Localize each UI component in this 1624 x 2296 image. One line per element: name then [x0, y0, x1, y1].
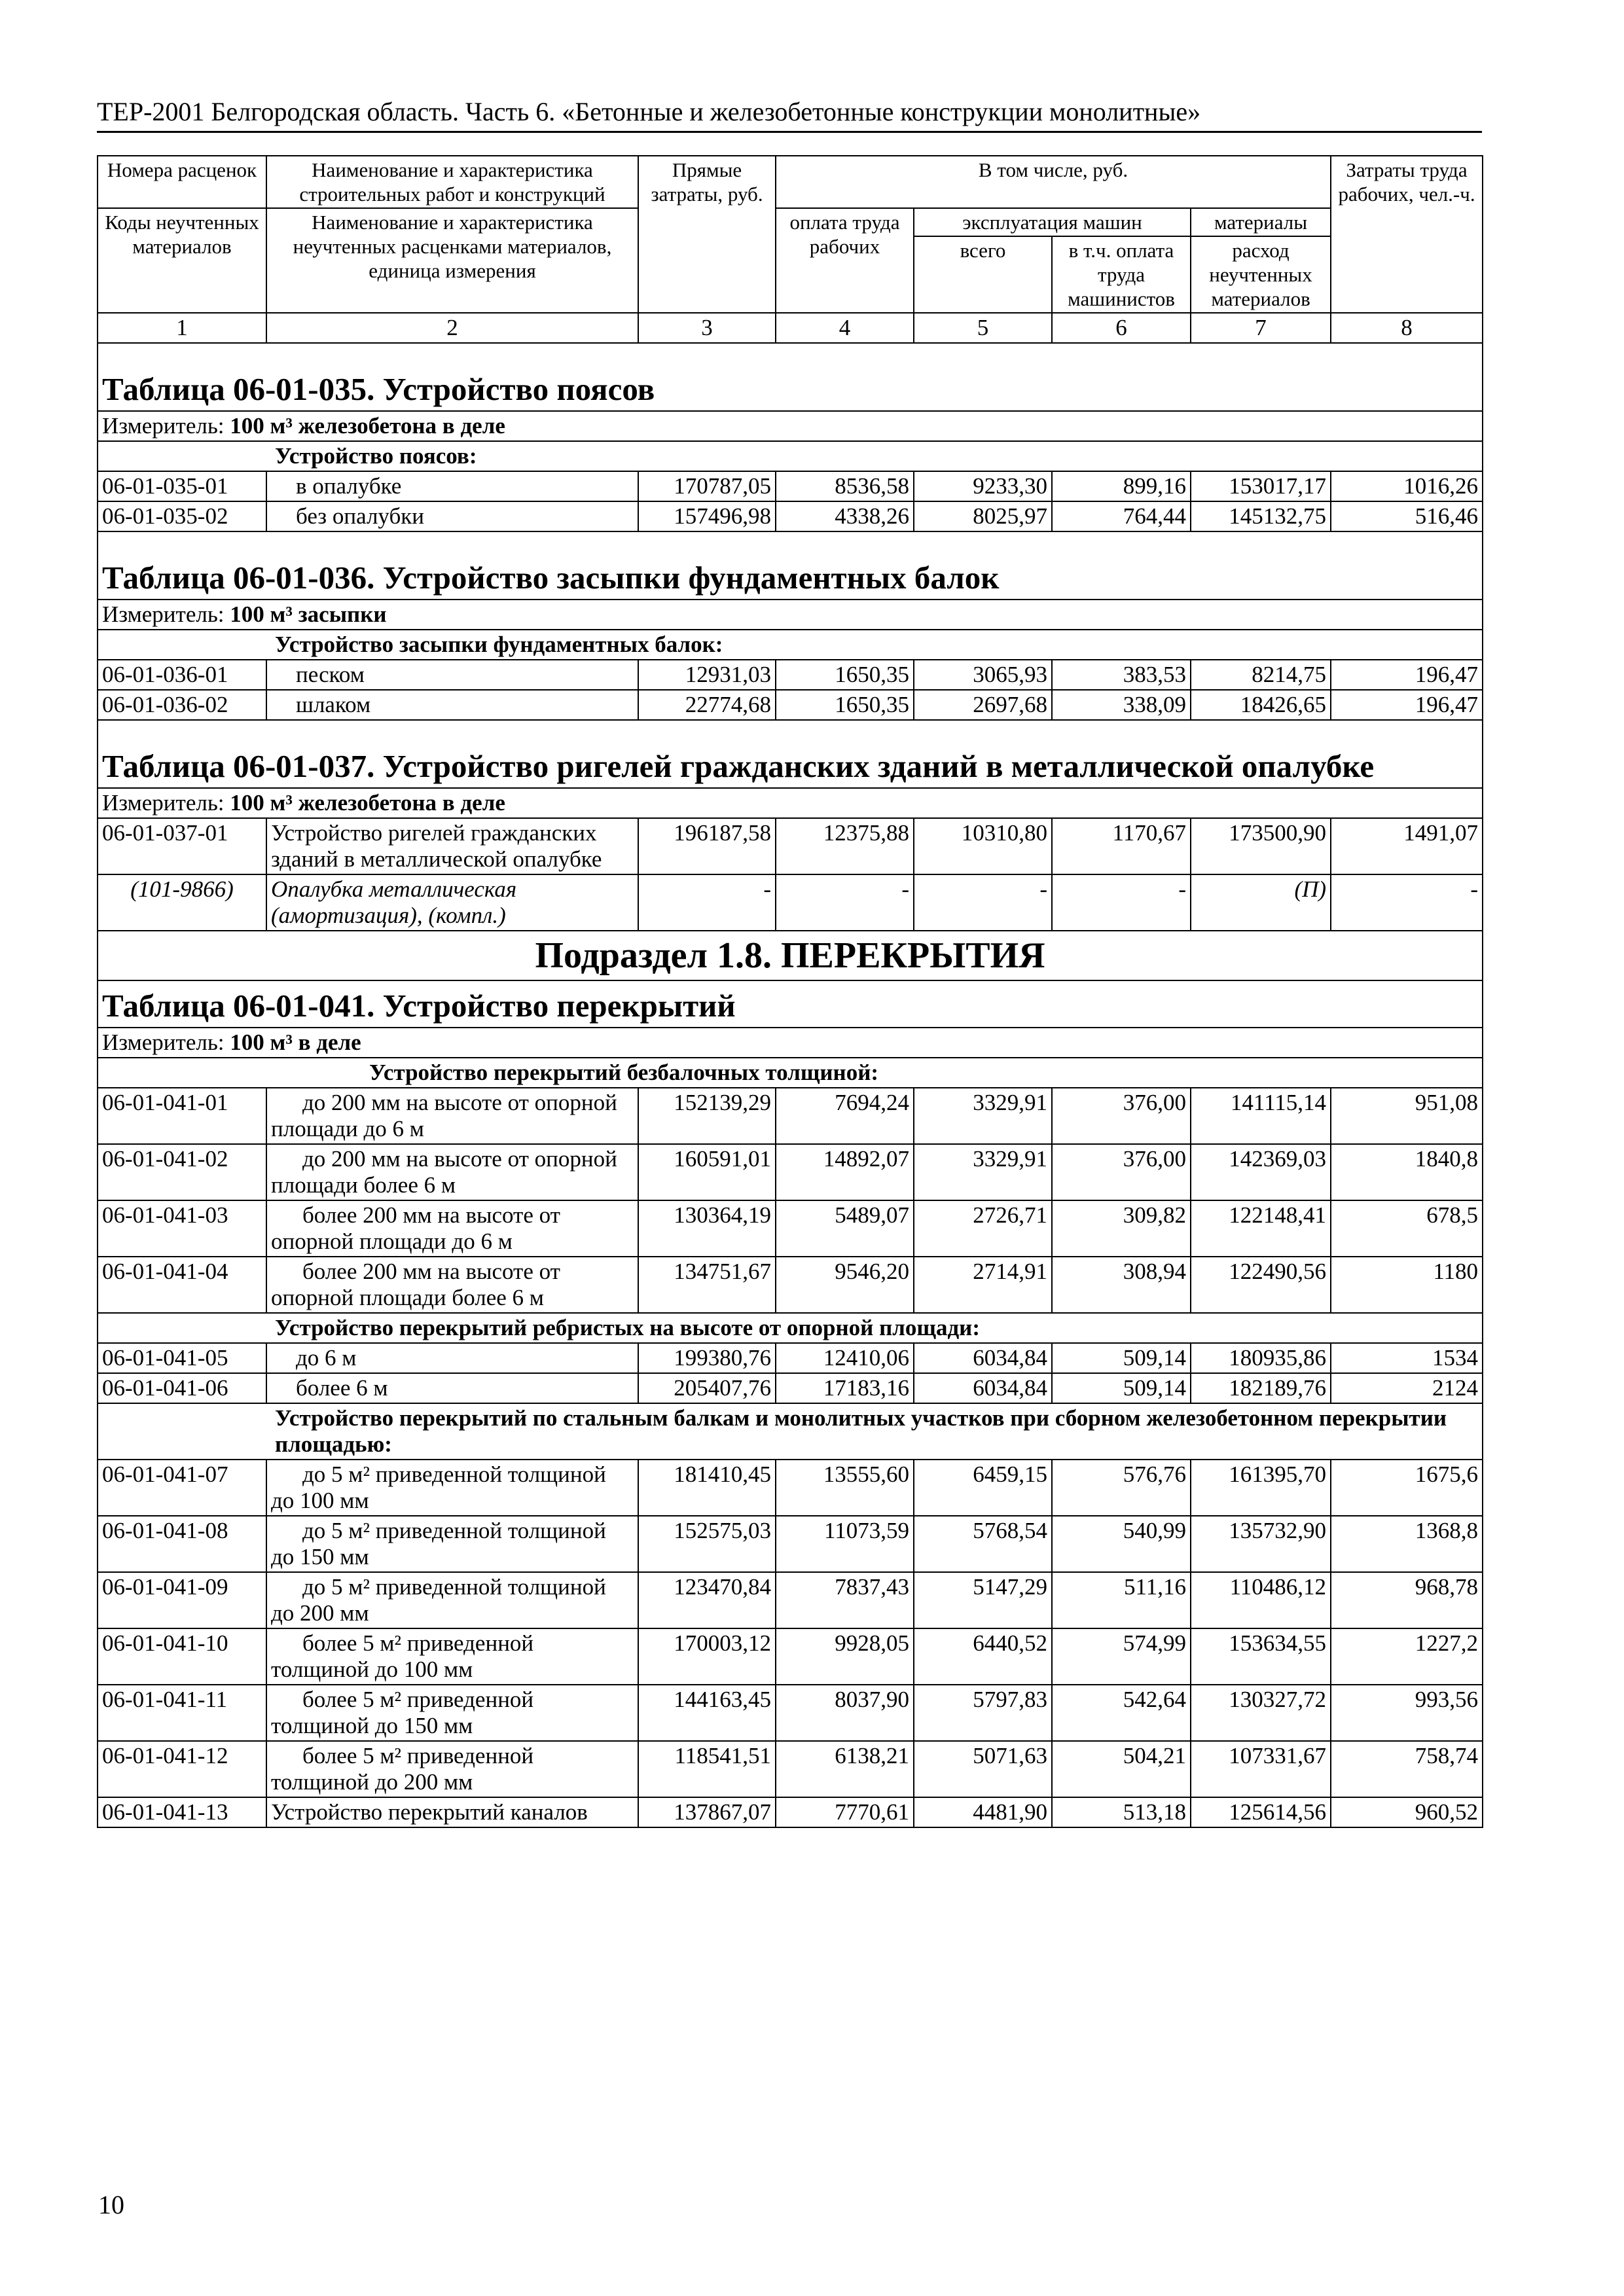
wages: 8037,90	[776, 1685, 914, 1741]
col-material-name-header: Наименование и характеристика неучтенных расценками материалов, единица измерения	[266, 208, 638, 313]
wages: 7837,43	[776, 1572, 914, 1628]
rate-name: более 5 м² приведенной толщиной до 100 мм	[266, 1628, 638, 1685]
machines-wages: 509,14	[1052, 1343, 1191, 1373]
wages: 9928,05	[776, 1628, 914, 1685]
col-direct-header: Прямые затраты, руб.	[638, 156, 776, 313]
direct-cost: 118541,51	[638, 1741, 776, 1797]
rate-code: 06-01-035-01	[98, 471, 266, 501]
wages: 14892,07	[776, 1144, 914, 1200]
materials: 130327,72	[1191, 1685, 1331, 1741]
machines-total: 10310,80	[914, 818, 1052, 874]
table-row	[98, 1516, 1483, 1572]
machines-total: 6459,15	[914, 1460, 1052, 1516]
direct-cost: 134751,67	[638, 1257, 776, 1313]
table-row	[98, 660, 1483, 690]
table-row	[98, 690, 1483, 720]
table-row	[98, 1343, 1483, 1373]
subsection-row	[98, 931, 1483, 980]
col-machines-header: эксплуатация машин	[914, 208, 1191, 236]
materials: 122148,41	[1191, 1200, 1331, 1257]
direct-cost: 123470,84	[638, 1572, 776, 1628]
measure-label: Измеритель:	[102, 413, 225, 439]
rate-code: 06-01-041-05	[98, 1343, 266, 1373]
table-title: Таблица 06-01-037. Устройство ригелей гражданских зданий в металлической опалубке	[98, 720, 1483, 788]
machines-total: 2714,91	[914, 1257, 1052, 1313]
rate-name: Устройство ригелей гражданских зданий в металлической опалубке	[266, 818, 638, 874]
rate-name: до 200 мм на высоте от опорной площади до 6 м	[266, 1088, 638, 1144]
direct-cost: 205407,76	[638, 1373, 776, 1403]
wages: 1650,35	[776, 690, 914, 720]
rate-code: 06-01-041-08	[98, 1516, 266, 1572]
column-number: 6	[1052, 313, 1191, 343]
direct-cost: 196187,58	[638, 818, 776, 874]
header-row-1	[98, 156, 1483, 208]
labor: 960,52	[1331, 1797, 1483, 1827]
machines-total: 3329,91	[914, 1144, 1052, 1200]
rate-code: 06-01-041-12	[98, 1741, 266, 1797]
table-row	[98, 1741, 1483, 1797]
rate-code: 06-01-041-10	[98, 1628, 266, 1685]
labor: 968,78	[1331, 1572, 1483, 1628]
machines-total: 9233,30	[914, 471, 1052, 501]
labor: 678,5	[1331, 1200, 1483, 1257]
running-header: ТЕР-2001 Белгородская область. Часть 6. «Бетонные и железобетонные конструкции монолитные»	[97, 97, 1482, 133]
wages: 6138,21	[776, 1741, 914, 1797]
machines-wages: 308,94	[1052, 1257, 1191, 1313]
table-row	[98, 1797, 1483, 1827]
rate-code: 06-01-041-09	[98, 1572, 266, 1628]
table-row	[98, 471, 1483, 501]
col-materials-header: материалы	[1191, 208, 1331, 236]
measure-label: Измеритель:	[102, 790, 225, 816]
group-title: Устройство перекрытий по стальным балкам и монолитных участков при сборном железобетонном перекрытии площадью:	[98, 1403, 1483, 1460]
rate-name: более 6 м	[266, 1373, 638, 1403]
machines-wages: 338,09	[1052, 690, 1191, 720]
rate-name: до 200 мм на высоте от опорной площади более 6 м	[266, 1144, 638, 1200]
rate-code: 06-01-041-02	[98, 1144, 266, 1200]
direct-cost: 160591,01	[638, 1144, 776, 1200]
labor: 758,74	[1331, 1741, 1483, 1797]
rate-name: более 5 м² приведенной толщиной до 150 мм	[266, 1685, 638, 1741]
machines-total: 3329,91	[914, 1088, 1052, 1144]
measure-row	[98, 788, 1483, 818]
labor: 196,47	[1331, 660, 1483, 690]
col-machines-total-header: всего	[914, 236, 1052, 313]
price-table	[97, 155, 1483, 1828]
machines-total: -	[914, 874, 1052, 931]
machines-total: 8025,97	[914, 501, 1052, 531]
col-wages-header: оплата труда рабочих	[776, 208, 914, 313]
labor: 1534	[1331, 1343, 1483, 1373]
machines-total: 5147,29	[914, 1572, 1052, 1628]
rate-name: до 5 м² приведенной толщиной до 100 мм	[266, 1460, 638, 1516]
measure-row	[98, 1028, 1483, 1058]
measure-value: 100 м³ в деле	[230, 1030, 361, 1055]
group-title: Устройство поясов:	[98, 441, 1483, 471]
labor: 993,56	[1331, 1685, 1483, 1741]
wages: 12410,06	[776, 1343, 914, 1373]
machines-wages: 511,16	[1052, 1572, 1191, 1628]
materials: 145132,75	[1191, 501, 1331, 531]
machines-wages: 376,00	[1052, 1144, 1191, 1200]
machines-total: 2726,71	[914, 1200, 1052, 1257]
direct-cost: 170003,12	[638, 1628, 776, 1685]
materials: 161395,70	[1191, 1460, 1331, 1516]
rate-code: 06-01-037-01	[98, 818, 266, 874]
materials: 125614,56	[1191, 1797, 1331, 1827]
material-code: (101-9866)	[98, 874, 266, 931]
machines-wages: 504,21	[1052, 1741, 1191, 1797]
measure-label: Измеритель:	[102, 1030, 225, 1055]
table-row	[98, 1373, 1483, 1403]
direct-cost: 152139,29	[638, 1088, 776, 1144]
machines-total: 5071,63	[914, 1741, 1052, 1797]
group-row	[98, 1313, 1483, 1343]
wages: 7770,61	[776, 1797, 914, 1827]
rate-name: до 5 м² приведенной толщиной до 200 мм	[266, 1572, 638, 1628]
col-labor-header: Затраты труда рабочих, чел.-ч.	[1331, 156, 1483, 313]
machines-wages: 509,14	[1052, 1373, 1191, 1403]
table-row	[98, 501, 1483, 531]
table-row	[98, 1572, 1483, 1628]
direct-cost: 22774,68	[638, 690, 776, 720]
machines-wages: 376,00	[1052, 1088, 1191, 1144]
rate-code: 06-01-041-03	[98, 1200, 266, 1257]
rate-name: без опалубки	[266, 501, 638, 531]
direct-cost: -	[638, 874, 776, 931]
group-title: Устройство засыпки фундаментных балок:	[98, 630, 1483, 660]
machines-total: 5797,83	[914, 1685, 1052, 1741]
table-row	[98, 1144, 1483, 1200]
group-row	[98, 630, 1483, 660]
labor: 1016,26	[1331, 471, 1483, 501]
rate-code: 06-01-041-13	[98, 1797, 266, 1827]
material-name: Опалубка металлическая (амортизация), (компл.)	[266, 874, 638, 931]
table-row	[98, 1628, 1483, 1685]
column-numbers-row	[98, 313, 1483, 343]
wages: 11073,59	[776, 1516, 914, 1572]
machines-wages: 574,99	[1052, 1628, 1191, 1685]
materials: 180935,86	[1191, 1343, 1331, 1373]
labor: -	[1331, 874, 1483, 931]
table-title-row	[98, 720, 1483, 788]
table-title-row	[98, 980, 1483, 1028]
direct-cost: 157496,98	[638, 501, 776, 531]
wages: 12375,88	[776, 818, 914, 874]
rate-code: 06-01-041-11	[98, 1685, 266, 1741]
wages: 7694,24	[776, 1088, 914, 1144]
table-row	[98, 1257, 1483, 1313]
labor: 1180	[1331, 1257, 1483, 1313]
rate-code: 06-01-041-01	[98, 1088, 266, 1144]
materials: 153017,17	[1191, 471, 1331, 501]
page-number: 10	[98, 2190, 124, 2219]
labor: 1227,2	[1331, 1628, 1483, 1685]
rate-name: до 5 м² приведенной толщиной до 150 мм	[266, 1516, 638, 1572]
table-row	[98, 1685, 1483, 1741]
machines-total: 6034,84	[914, 1373, 1052, 1403]
machines-total: 6034,84	[914, 1343, 1052, 1373]
direct-cost: 199380,76	[638, 1343, 776, 1373]
direct-cost: 12931,03	[638, 660, 776, 690]
col-name-header: Наименование и характеристика строительных работ и конструкций	[266, 156, 638, 208]
machines-total: 4481,90	[914, 1797, 1052, 1827]
col-material-code-header: Коды неучтенных материалов	[98, 208, 266, 313]
measure	[98, 1028, 1483, 1058]
rate-code: 06-01-036-02	[98, 690, 266, 720]
machines-wages: 309,82	[1052, 1200, 1191, 1257]
measure	[98, 788, 1483, 818]
machines-total: 2697,68	[914, 690, 1052, 720]
materials: 107331,67	[1191, 1741, 1331, 1797]
machines-wages: -	[1052, 874, 1191, 931]
column-number: 4	[776, 313, 914, 343]
wages: 5489,07	[776, 1200, 914, 1257]
rate-name: более 200 мм на высоте от опорной площади более 6 м	[266, 1257, 638, 1313]
wages: 17183,16	[776, 1373, 914, 1403]
group-title: Устройство перекрытий безбалочных толщиной:	[98, 1058, 1483, 1088]
table-title: Таблица 06-01-041. Устройство перекрытий	[98, 980, 1483, 1028]
header-row-2	[98, 208, 1483, 236]
measure-label: Измеритель:	[102, 601, 225, 627]
measure-row	[98, 411, 1483, 441]
measure-value: 100 м³ железобетона в деле	[230, 413, 505, 439]
group-row	[98, 441, 1483, 471]
table-row	[98, 1460, 1483, 1516]
subsection-title: Подраздел 1.8. ПЕРЕКРЫТИЯ	[98, 931, 1483, 980]
direct-cost: 144163,45	[638, 1685, 776, 1741]
rate-code: 06-01-041-04	[98, 1257, 266, 1313]
materials: 182189,76	[1191, 1373, 1331, 1403]
labor: 1675,6	[1331, 1460, 1483, 1516]
table-row	[98, 1200, 1483, 1257]
machines-total: 6440,52	[914, 1628, 1052, 1685]
rate-name: Устройство перекрытий каналов	[266, 1797, 638, 1827]
table-title-row	[98, 343, 1483, 411]
measure-value: 100 м³ железобетона в деле	[230, 790, 505, 816]
labor: 2124	[1331, 1373, 1483, 1403]
table-row	[98, 818, 1483, 874]
machines-wages: 540,99	[1052, 1516, 1191, 1572]
measure	[98, 600, 1483, 630]
group-row	[98, 1403, 1483, 1460]
materials: 173500,90	[1191, 818, 1331, 874]
materials: 8214,75	[1191, 660, 1331, 690]
group-title: Устройство перекрытий ребристых на высоте от опорной площади:	[98, 1313, 1483, 1343]
wages: 4338,26	[776, 501, 914, 531]
machines-wages: 899,16	[1052, 471, 1191, 501]
rate-name: более 200 мм на высоте от опорной площади до 6 м	[266, 1200, 638, 1257]
materials: 141115,14	[1191, 1088, 1331, 1144]
rate-code: 06-01-041-07	[98, 1460, 266, 1516]
rate-code: 06-01-041-06	[98, 1373, 266, 1403]
column-number: 2	[266, 313, 638, 343]
wages: 1650,35	[776, 660, 914, 690]
labor: 951,08	[1331, 1088, 1483, 1144]
machines-wages: 1170,67	[1052, 818, 1191, 874]
table-title-row	[98, 531, 1483, 600]
material-row	[98, 874, 1483, 931]
table-title: Таблица 06-01-036. Устройство засыпки фундаментных балок	[98, 531, 1483, 600]
materials: (П)	[1191, 874, 1331, 931]
machines-wages: 513,18	[1052, 1797, 1191, 1827]
wages: 13555,60	[776, 1460, 914, 1516]
labor: 1491,07	[1331, 818, 1483, 874]
machines-total: 5768,54	[914, 1516, 1052, 1572]
rate-name: шлаком	[266, 690, 638, 720]
measure-row	[98, 600, 1483, 630]
group-row	[98, 1058, 1483, 1088]
column-number: 7	[1191, 313, 1331, 343]
measure	[98, 411, 1483, 441]
rate-code: 06-01-035-02	[98, 501, 266, 531]
materials: 18426,65	[1191, 690, 1331, 720]
materials: 153634,55	[1191, 1628, 1331, 1685]
direct-cost: 137867,07	[638, 1797, 776, 1827]
materials: 135732,90	[1191, 1516, 1331, 1572]
direct-cost: 152575,03	[638, 1516, 776, 1572]
labor: 1840,8	[1331, 1144, 1483, 1200]
col-code-header: Номера расценок	[98, 156, 266, 208]
direct-cost: 181410,45	[638, 1460, 776, 1516]
table-title: Таблица 06-01-035. Устройство поясов	[98, 343, 1483, 411]
col-incl-header: В том числе, руб.	[776, 156, 1331, 208]
machines-wages: 764,44	[1052, 501, 1191, 531]
labor: 196,47	[1331, 690, 1483, 720]
direct-cost: 130364,19	[638, 1200, 776, 1257]
wages: -	[776, 874, 914, 931]
rate-name: песком	[266, 660, 638, 690]
machines-wages: 576,76	[1052, 1460, 1191, 1516]
machines-wages: 542,64	[1052, 1685, 1191, 1741]
wages: 8536,58	[776, 471, 914, 501]
rate-code: 06-01-036-01	[98, 660, 266, 690]
column-number: 1	[98, 313, 266, 343]
labor: 1368,8	[1331, 1516, 1483, 1572]
labor: 516,46	[1331, 501, 1483, 531]
materials: 110486,12	[1191, 1572, 1331, 1628]
direct-cost: 170787,05	[638, 471, 776, 501]
rate-name: до 6 м	[266, 1343, 638, 1373]
wages: 9546,20	[776, 1257, 914, 1313]
rate-name: более 5 м² приведенной толщиной до 200 мм	[266, 1741, 638, 1797]
rate-name: в опалубке	[266, 471, 638, 501]
column-number: 5	[914, 313, 1052, 343]
table-row	[98, 1088, 1483, 1144]
measure-value: 100 м³ засыпки	[230, 601, 387, 627]
col-machines-wages-header: в т.ч. оплата труда машинистов	[1052, 236, 1191, 313]
machines-total: 3065,93	[914, 660, 1052, 690]
column-number: 8	[1331, 313, 1483, 343]
col-materials-sub-header: расход неучтенных материалов	[1191, 236, 1331, 313]
column-number: 3	[638, 313, 776, 343]
materials: 142369,03	[1191, 1144, 1331, 1200]
materials: 122490,56	[1191, 1257, 1331, 1313]
machines-wages: 383,53	[1052, 660, 1191, 690]
